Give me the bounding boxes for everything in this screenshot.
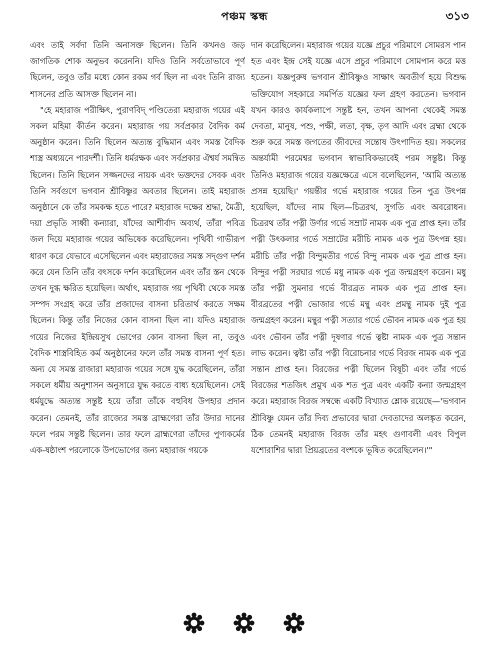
- right-paragraph-1: দান করেছিলেন। মহারাজ গয়ের যজ্ঞে প্রচুর পরিমাণে সোমরস পান হত এবং ইন্দ্র সেই যজ্ঞে এসে প্রচুর পরিমাণে সোমপান করে মত্ত হতেন। যজ্ঞপুরুষ ভগবান শ্রীবিষ্ণুও সাক্ষাৎ অবতীর্ণ হয়ে বিশুদ্ধ ভক্তিযোগ সহকারে সমর্পিত যজ্ঞের ফল গ্রহণ করতেন। ভগবান যখন কারও কার্যকলাপে সন্তুষ্ট হন, তখন আপনা থেকেই সমস্ত দেবতা, মানুষ, পশু, পক্ষী, লতা, বৃক্ষ, তৃণ আদি এবং ব্রহ্মা থেকে শুরু করে সমস্ত জগতের জীবদের সন্তোষ উৎপাদিত হয়। সকলের অন্তর্যামী পরমেশ্বর ভগবান স্বাভাবিকভাবেই পরম সন্তুষ্ট। কিন্তু তিনিও মহারাজ গয়ের যজ্ঞক্ষেত্রে এসে বলেছিলেন, 'আমি অত্যন্ত প্রসন্ন হয়েছি।' গয়ন্তীর গর্ভে মহারাজ গয়ের তিন পুত্র উৎপন্ন হয়েছিল, যাঁদের নাম ছিল—চিত্ররথ, সুগতি এবং অবরোধন। চিত্ররথ তাঁর পত্নী উর্ণার গর্ভে সম্রাট নামক এক পুত্র প্রাপ্ত হন। তাঁর পত্নী উৎকলার গর্ভে সম্রাটের মরীচি নামক এক পুত্র উৎপন্ন হয়। মরীচি তাঁর পত্নী বিন্দুমতীর গর্ভে বিন্দু নামক এক পুত্র প্রাপ্ত হন। বিন্দুর পত্নী সরঘার গর্ভে মধু নামক এক পুত্র জন্মগ্রহণ করেন। মধু তাঁর পত্নী সুমনার গর্ভে বীরব্রত নামক এক পুত্র প্রাপ্ত হন। বীরব্রতের পত্নী ভোজার গর্ভে মন্থু এবং প্রমন্থু নামক দুই পুত্র জন্মগ্রহণ করেন। মন্থুর পত্নী সত্যার গর্ভে ভৌবন নামক এক পুত্র হয় এবং ভৌবন তাঁর পত্নী দূষণার গর্ভে ত্বষ্টা নামক এক পুত্র সন্তান লাভ করেন। ত্বষ্টা তাঁর পত্নী বিরোচনার গর্ভে বিরজ নামক এক পুত্র সন্তান প্রাপ্ত হন। বিরজের পত্নী ছিলেন বিষূচী এবং তাঁর গর্ভে বিরজের শতজিৎ প্রমুখ এক শত পুত্র এবং একটি কন্যা জন্মগ্রহণ করে। মহারাজ বিরজ সম্বন্ধে একটি বিখ্যাত শ্লোক রয়েছে—'ভগবান শ্রীবিষ্ণু যেমন তাঁর দিব্য প্রভাবের দ্বারা দেবতাদের অলঙ্কৃত করেন, ঠিক তেমনই মহারাজ বিরজ তাঁর মহৎ গুণাবলী এবং বিপুল যশোরাশির দ্বারা প্রিয়ব্রতের বংশকে ভূষিত করেছিলেন।'": [251, 40, 466, 456]
- gear-flower-ornament-icon: [183, 612, 205, 634]
- left-paragraph-2: "হে মহারাজ পরীক্ষিৎ, পুরাণবিদ্ পণ্ডিতেরা মহারাজ গয়ের এই সকল মহিমা কীর্তন করেন। মহারাজ গয় সর্বপ্রকার বৈদিক কর্ম অনুষ্ঠান করেন। তিনি ছিলেন অত্যন্ত বুদ্ধিমান এবং সমস্ত বৈদিক শাস্ত্র অধ্যয়নে পারদর্শী। তিনি ধর্মরক্ষক এবং সর্বপ্রকার ঐশ্বর্য সমন্বিত ছিলেন। তিনি ছিলেন সজ্জনদের নায়ক এবং ভক্তদের সেবক এবং তিনি সর্বগুণে ভগবান শ্রীবিষ্ণুর অবতার ছিলেন। তাই মহারাজ অনুষ্ঠানে কে তাঁর সমকক্ষ হতে পারে? মহারাজ দক্ষের শ্রদ্ধা, মৈত্রী, দয়া প্রভৃতি সাধ্বী কন্যারা, যাঁদের আশীর্বাদ অব্যর্থ, তাঁরা পবিত্র জল দিয়ে মহারাজ গয়ের অভিষেক করেছিলেন। পৃথিবী গাভীরূপ ধারণ করে যেভাবে এসেছিলেন এবং মহারাজের সমস্ত সদ্গুণ দর্শন করে যেন তিনি তাঁর বৎসকে দর্শন করেছিলেন এবং তাঁর স্তন থেকে তখন দুগ্ধ ক্ষরিত হয়েছিল। অর্থাৎ, মহারাজ গয় পৃথিবী থেকে সমস্ত সম্পদ সংগ্রহ করে তাঁর প্রজাদের বাসনা চরিতার্থ করতে সক্ষম ছিলেন। কিন্তু তাঁর নিজের কোন বাসনা ছিল না। যদিও মহারাজ গয়ের নিজের ইন্দ্রিয়সুখ ভোগের কোন বাসনা ছিল না, তবুও বৈদিক শাস্ত্রবিহিত কর্ম অনুষ্ঠানের ফলে তাঁর সমস্ত বাসনা পূর্ণ হত। অন্য যে সমস্ত রাজারা মহারাজ গয়ের সঙ্গে যুদ্ধ করেছিলেন, তাঁরা সকলে ধর্মীয় অনুশাসন অনুসারে যুদ্ধ করতে বাধ্য হয়েছিলেন। সেই ধর্মযুদ্ধে অত্যন্ত সন্তুষ্ট হয়ে তাঁরা তাঁকে বহুবিধ উপহার প্রদান করেন। তেমনই, তাঁর রাজ্যের সমস্ত ব্রাহ্মণেরা তাঁর উদার দানের ফলে পরম সন্তুষ্ট ছিলেন। তার ফলে ব্রাহ্মণেরা তাঁদের পুণ্যকর্মের এক-ষষ্ঠাংশ পরলোকে উপভোগের জন্য মহারাজ গয়কে: [30, 104, 245, 456]
- page-header: [20, 8, 469, 28]
- page-number: ৩১৩: [445, 9, 469, 23]
- running-head: পঞ্চম স্কন্ধ: [221, 10, 268, 23]
- left-paragraph-1: এবং তাই সর্বদা তিনি অনাসক্ত ছিলেন। তিনি কখনও জড় জাগতিক শোক অনুভব করেননি। যদিও তিনি সর্বতোভাবে পূর্ণ ছিলেন, তবুও তাঁর মধ্যে কোন রকম গর্ব ছিল না এবং তিনি রাজ্য শাসনের প্রতি আসক্ত ছিলেন না।: [30, 40, 245, 99]
- left-column: [30, 37, 245, 597]
- right-column: [251, 37, 466, 597]
- gear-flower-ornament-icon: [283, 612, 305, 634]
- gear-flower-ornament-icon: [233, 612, 255, 634]
- chapter-end-ornaments: [0, 612, 489, 644]
